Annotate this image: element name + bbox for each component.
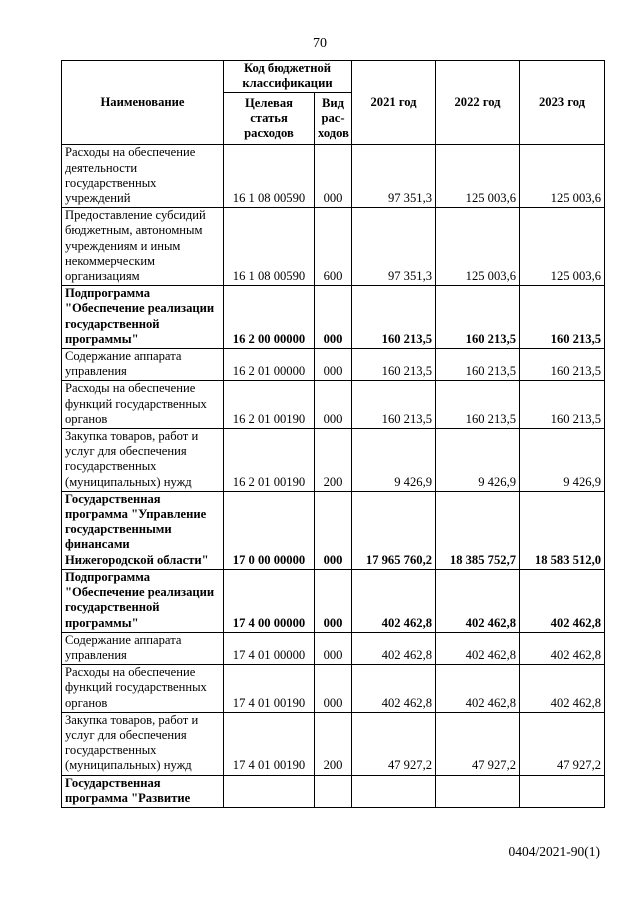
row-value-2021: 402 462,8: [352, 632, 436, 664]
table-row: [62, 665, 605, 713]
table-row: [62, 775, 605, 807]
row-name: Государственная программа "Управление государственными финансами Нижегородской области": [62, 491, 224, 569]
header-2022: 2022 год: [436, 61, 520, 145]
row-expense-type: [315, 775, 352, 807]
row-value-2023: 402 462,8: [520, 569, 605, 632]
row-name: Закупка товаров, работ и услуг для обеспечения государственных (муниципальных) нужд: [62, 712, 224, 775]
row-value-2023: 47 927,2: [520, 712, 605, 775]
row-expense-type: 000: [315, 665, 352, 713]
row-value-2023: 160 213,5: [520, 349, 605, 381]
row-value-2022: 402 462,8: [436, 665, 520, 713]
header-code-group: Код бюджетной классификации: [224, 61, 352, 93]
row-value-2021: 402 462,8: [352, 569, 436, 632]
row-expense-type: 000: [315, 145, 352, 208]
row-expense-type: 000: [315, 286, 352, 349]
header-2021: 2021 год: [352, 61, 436, 145]
row-target-code: 17 4 00 00000: [224, 569, 315, 632]
row-name: Расходы на обеспечение деятельности государственных учреждений: [62, 145, 224, 208]
row-expense-type: 200: [315, 429, 352, 492]
row-name: Подпрограмма "Обеспечение реализации государственной программы": [62, 569, 224, 632]
budget-table: [61, 60, 605, 808]
row-value-2022: 402 462,8: [436, 632, 520, 664]
row-expense-type: 000: [315, 569, 352, 632]
row-value-2022: 18 385 752,7: [436, 491, 520, 569]
row-name: Подпрограмма "Обеспечение реализации государственной программы": [62, 286, 224, 349]
table-row: [62, 569, 605, 632]
row-value-2022: 160 213,5: [436, 349, 520, 381]
row-value-2022: 9 426,9: [436, 429, 520, 492]
row-target-code: 16 2 00 00000: [224, 286, 315, 349]
row-value-2021: 160 213,5: [352, 381, 436, 429]
row-target-code: [224, 775, 315, 807]
row-name: Закупка товаров, работ и услуг для обеспечения государственных (муниципальных) нужд: [62, 429, 224, 492]
table-row: [62, 429, 605, 492]
row-value-2022: 47 927,2: [436, 712, 520, 775]
row-target-code: 16 2 01 00190: [224, 429, 315, 492]
row-value-2023: 125 003,6: [520, 145, 605, 208]
row-expense-type: 600: [315, 208, 352, 286]
row-value-2023: [520, 775, 605, 807]
row-value-2023: 125 003,6: [520, 208, 605, 286]
row-value-2023: 18 583 512,0: [520, 491, 605, 569]
table-row: [62, 286, 605, 349]
row-value-2021: 17 965 760,2: [352, 491, 436, 569]
row-value-2021: 47 927,2: [352, 712, 436, 775]
row-expense-type: 000: [315, 349, 352, 381]
row-target-code: 16 2 01 00000: [224, 349, 315, 381]
row-expense-type: 000: [315, 491, 352, 569]
table-row: [62, 208, 605, 286]
row-value-2021: 402 462,8: [352, 665, 436, 713]
row-value-2021: 160 213,5: [352, 349, 436, 381]
table-row: [62, 632, 605, 664]
row-name: Содержание аппарата управления: [62, 632, 224, 664]
row-value-2021: 9 426,9: [352, 429, 436, 492]
row-value-2022: 402 462,8: [436, 569, 520, 632]
header-target-article: Целевая статья расходов: [224, 93, 315, 145]
row-target-code: 16 1 08 00590: [224, 145, 315, 208]
row-value-2021: 97 351,3: [352, 145, 436, 208]
row-name: Предоставление субсидий бюджетным, автономным учреждениям и иным некоммерческим организациям: [62, 208, 224, 286]
row-value-2021: 160 213,5: [352, 286, 436, 349]
row-value-2023: 402 462,8: [520, 632, 605, 664]
row-value-2021: 97 351,3: [352, 208, 436, 286]
row-value-2023: 160 213,5: [520, 286, 605, 349]
row-value-2021: [352, 775, 436, 807]
row-value-2022: 125 003,6: [436, 145, 520, 208]
row-target-code: 16 2 01 00190: [224, 381, 315, 429]
document-number: 0404/2021-90(1): [508, 844, 600, 859]
row-name: Государственная программа "Развитие: [62, 775, 224, 807]
row-target-code: 16 1 08 00590: [224, 208, 315, 286]
row-target-code: 17 4 01 00190: [224, 665, 315, 713]
row-name: Содержание аппарата управления: [62, 349, 224, 381]
row-value-2022: 125 003,6: [436, 208, 520, 286]
header-name: Наименование: [62, 61, 224, 145]
row-name: Расходы на обеспечение функций государственных органов: [62, 665, 224, 713]
header-2023: 2023 год: [520, 61, 605, 145]
row-value-2022: 160 213,5: [436, 381, 520, 429]
header-expense-type: Вид рас-ходов: [315, 93, 352, 145]
row-expense-type: 000: [315, 381, 352, 429]
row-name: Расходы на обеспечение функций государственных органов: [62, 381, 224, 429]
table-row: [62, 145, 605, 208]
row-target-code: 17 0 00 00000: [224, 491, 315, 569]
row-target-code: 17 4 01 00000: [224, 632, 315, 664]
row-value-2022: 160 213,5: [436, 286, 520, 349]
row-value-2022: [436, 775, 520, 807]
row-value-2023: 402 462,8: [520, 665, 605, 713]
page-number: 70: [313, 36, 327, 51]
row-value-2023: 160 213,5: [520, 381, 605, 429]
row-expense-type: 000: [315, 632, 352, 664]
row-target-code: 17 4 01 00190: [224, 712, 315, 775]
table-row: [62, 491, 605, 569]
table-row: [62, 381, 605, 429]
table-row: [62, 712, 605, 775]
table-row: [62, 349, 605, 381]
row-expense-type: 200: [315, 712, 352, 775]
row-value-2023: 9 426,9: [520, 429, 605, 492]
